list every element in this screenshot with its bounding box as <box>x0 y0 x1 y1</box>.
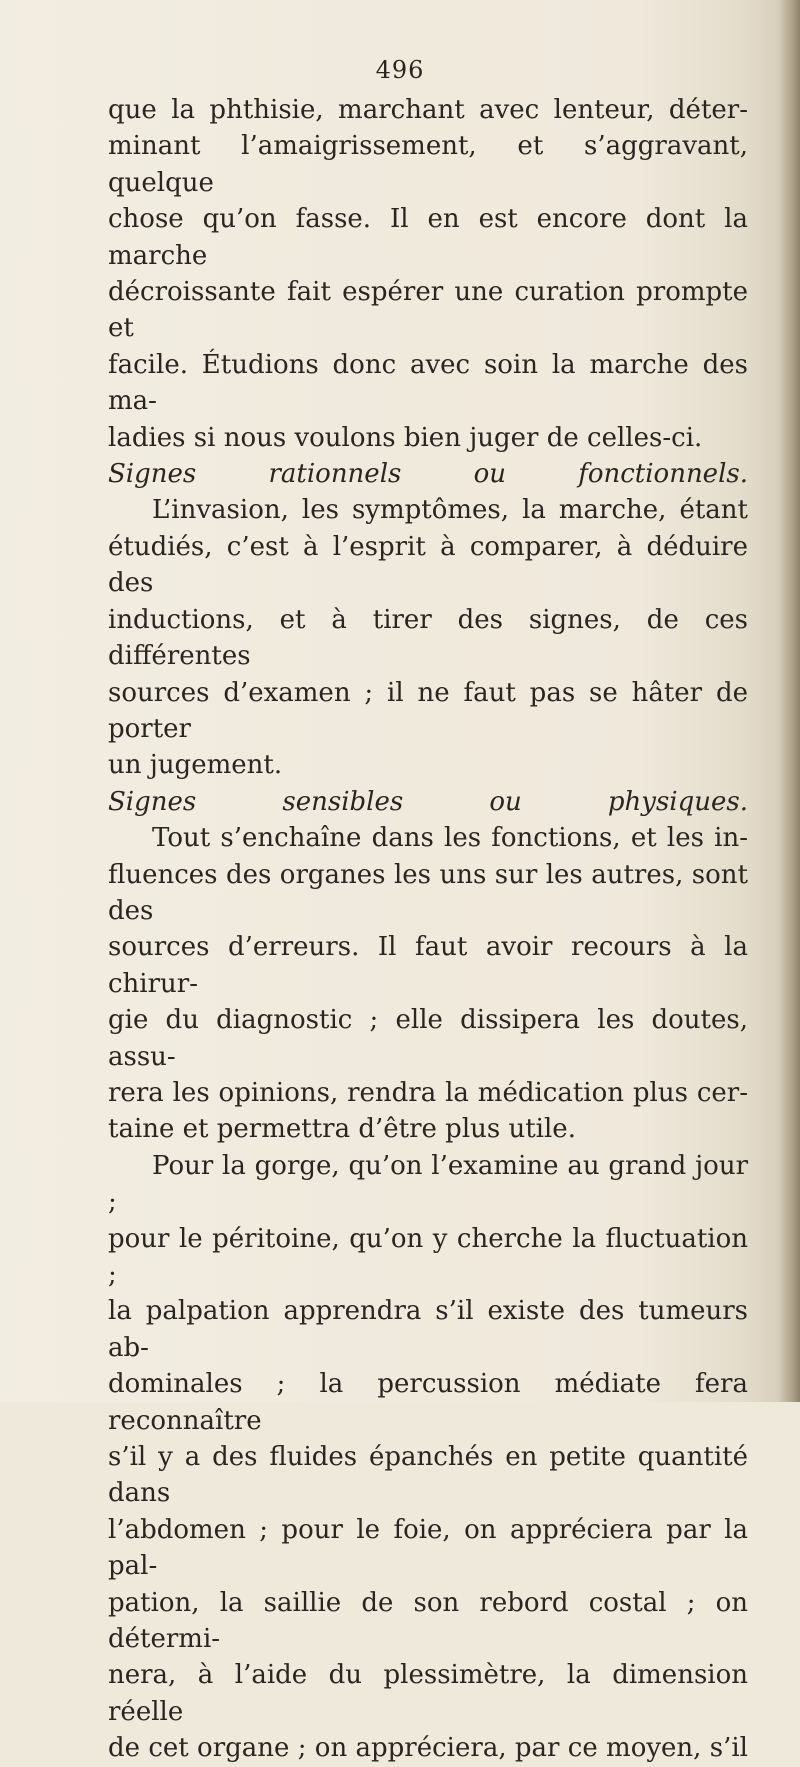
section-heading-rationnels: Signes rationnels ou fonctionnels. <box>108 459 748 490</box>
text-line: rera les opinions, rendra la médication plus cer- <box>108 1077 748 1108</box>
text-line: décroissante fait espérer une curation prompte et <box>108 277 748 344</box>
page-edge-shadow <box>778 0 800 1402</box>
text-line: l’abdomen ; pour le foie, on appréciera par la pal- <box>108 1514 748 1582</box>
text-line: sources d’erreurs. Il faut avoir recours à la chirur- <box>108 932 748 999</box>
paragraph-4 <box>108 1148 748 1767</box>
text-line: gie du diagnostic ; elle dissipera les doutes, assu- <box>108 1005 748 1072</box>
text-line: la palpation apprendra s’il existe des tumeurs ab- <box>108 1296 748 1363</box>
text-line: Pour la gorge, qu’on l’examine au grand jour ; <box>108 1150 748 1218</box>
page-number: 496 <box>375 56 425 84</box>
text-line: que la phthisie, marchant avec lenteur, déter- <box>108 95 748 125</box>
paragraph-1 <box>108 92 748 456</box>
section-heading-physiques: Signes sensibles ou physiques. <box>108 786 748 817</box>
text-line: pour le péritoine, qu’on y cherche la fluctuation ; <box>108 1223 748 1290</box>
paragraph-3 <box>108 820 748 1148</box>
text-line: taine et permettra d’être plus utile. <box>108 1114 576 1145</box>
text-line: s’il y a des fluides épanchés en petite quantité dans <box>108 1442 748 1509</box>
paragraph-2 <box>108 492 748 783</box>
text-line: L’invasion, les symptômes, la marche, étant <box>152 495 748 526</box>
text-line: ladies si nous voulons bien juger de celles-ci. <box>108 422 703 453</box>
text-line: inductions, et à tirer des signes, de ces différentes <box>108 604 748 672</box>
text-line: de cet organe ; on appréciera, par ce moyen, s’il <box>108 1733 748 1764</box>
text-line: pation, la saillie de son rebord costal ; on détermi- <box>108 1587 748 1655</box>
text-line: étudiés, c’est à l’esprit à comparer, à déduire des <box>108 531 748 599</box>
text-line: minant l’amaigrissement, et s’aggravant, quelque <box>108 131 748 198</box>
text-line: fluences des organes les uns sur les autres, sont des <box>108 859 748 926</box>
text-line: Tout s’enchaîne dans les fonctions, et les in- <box>152 823 748 854</box>
text-line: nera, à l’aide du plessimètre, la dimension réelle <box>108 1660 748 1727</box>
text-line: chose qu’on fasse. Il en est encore dont la marche <box>108 204 748 271</box>
page-body <box>108 92 748 1767</box>
text-line: facile. Étudions donc avec soin la marche des ma- <box>108 349 748 417</box>
text-line: sources d’examen ; il ne faut pas se hâter de porter <box>108 677 748 744</box>
text-line: dominales ; la percussion médiate fera reconnaître <box>108 1369 748 1436</box>
text-line: un jugement. <box>108 750 283 781</box>
